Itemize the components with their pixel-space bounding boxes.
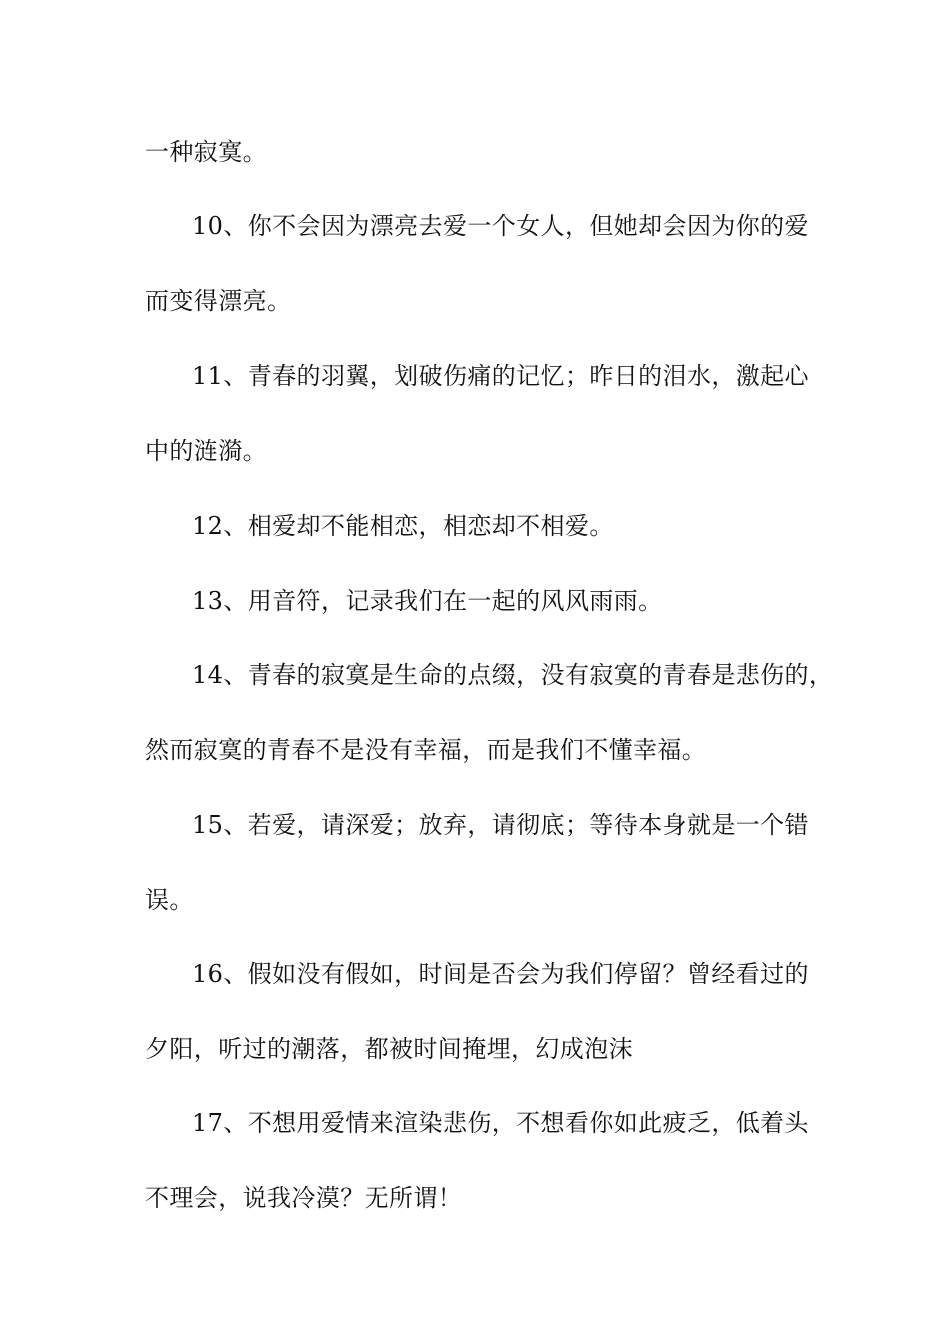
text-line: 夕阳，听过的潮落，都被时间掩埋，幻成泡沫 [145,1035,633,1063]
text-line: 中的涟漪。 [145,437,267,465]
text-line: 17、不想用爱情来渲染悲伤，不想看你如此疲乏，低着头 [192,1109,809,1137]
text-line: 而变得漂亮。 [145,287,292,315]
text-line: 10、你不会因为漂亮去爱一个女人，但她却会因为你的爱 [192,212,809,240]
text-line: 14、青春的寂寞是生命的点缀，没有寂寞的青春是悲伤的， [192,661,834,689]
text-line: 11、青春的羽翼，划破伤痛的记忆；昨日的泪水，激起心 [192,362,809,390]
text-line: 然而寂寞的青春不是没有幸福，而是我们不懂幸福。 [145,736,707,764]
text-line: 13、用音符，记录我们在一起的风风雨雨。 [192,587,663,615]
text-line: 16、假如没有假如，时间是否会为我们停留？曾经看过的 [192,960,809,988]
text-line: 12、相爱却不能相恋，相恋却不相爱。 [192,512,614,540]
text-line: 一种寂寞。 [145,138,267,166]
text-line: 不理会，说我冷漠？无所谓！ [145,1184,463,1212]
text-line: 误。 [145,886,194,914]
text-line: 15、若爱，请深爱；放弃，请彻底；等待本身就是一个错 [192,811,809,839]
